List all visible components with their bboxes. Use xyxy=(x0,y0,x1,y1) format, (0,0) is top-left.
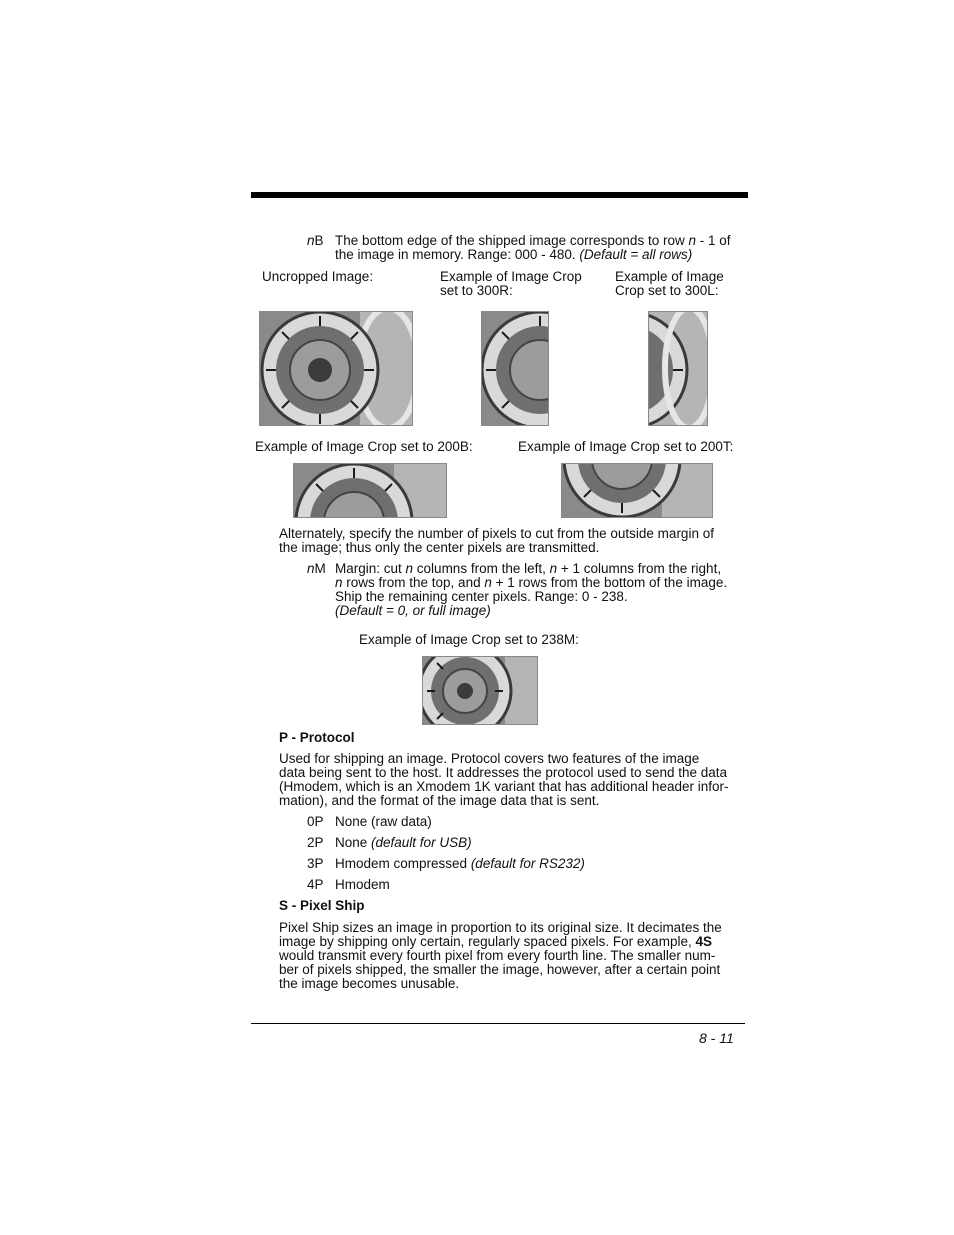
protocol-option-label: None (default for USB) xyxy=(335,835,472,850)
watch-image-crop-300r xyxy=(481,311,549,426)
protocol-option-label: Hmodem compressed (default for RS232) xyxy=(335,856,585,871)
watch-image-crop-300l xyxy=(648,311,708,426)
protocol-heading: P - Protocol xyxy=(279,730,355,745)
nb-description: The bottom edge of the shipped image corresponds to row n - 1 of the image in memory. Range: 000 - 480. (Default = all rows) xyxy=(335,233,731,262)
nm-description: Margin: cut n columns from the left, n + 1 columns from the right, n rows from the top, and n + 1 rows from the bottom of the image. Ship the remaining center pixels. Range: 0 - 238. (Default = 0, or full image) xyxy=(335,561,728,618)
protocol-option-label: None (raw data) xyxy=(335,814,432,829)
caption-crop-200b: Example of Image Crop set to 200B: xyxy=(255,439,473,454)
caption-crop-300r: Example of Image Crop set to 300R: xyxy=(440,269,582,298)
alternately-paragraph: Alternately, specify the number of pixels to cut from the outside margin of the image; thus only the center pixels are transmitted. xyxy=(279,526,714,555)
nm-code: nM xyxy=(307,561,326,576)
nb-code: nB xyxy=(307,233,324,248)
protocol-option-code: 2P xyxy=(307,835,324,850)
caption-crop-238m: Example of Image Crop set to 238M: xyxy=(359,632,579,647)
protocol-option-code: 0P xyxy=(307,814,324,829)
watch-image-crop-200t xyxy=(561,463,713,518)
watch-image-crop-200b xyxy=(293,463,447,518)
protocol-option-code: 4P xyxy=(307,877,324,892)
watch-image-uncropped xyxy=(259,311,413,426)
protocol-option-code: 3P xyxy=(307,856,324,871)
caption-crop-200t: Example of Image Crop set to 200T: xyxy=(518,439,734,454)
pixel-ship-paragraph: Pixel Ship sizes an image in proportion to its original size. It decimates the image by shipping only certain, regularly spaced pixels. For example, 4S would transmit every fourth pixel from every fourth line. The smaller num- ber of pixels shipped, the smaller the image, however, after a certain point the image becomes unusable. xyxy=(279,920,722,991)
caption-crop-300l: Example of Image Crop set to 300L: xyxy=(615,269,724,298)
watch-image-crop-238m xyxy=(422,656,538,725)
protocol-paragraph: Used for shipping an image. Protocol covers two features of the image data being sent to the host. It addresses the protocol used to send the data (Hmodem, which is an Xmodem 1K variant that has additional header infor- mation), and the format of the image data that is sent. xyxy=(279,751,729,808)
pixel-ship-heading: S - Pixel Ship xyxy=(279,898,365,913)
footer-rule xyxy=(251,1023,745,1024)
top-rule xyxy=(251,192,748,198)
protocol-option-label: Hmodem xyxy=(335,877,390,892)
caption-uncropped: Uncropped Image: xyxy=(262,269,374,284)
page-number: 8 - 11 xyxy=(699,1030,734,1046)
